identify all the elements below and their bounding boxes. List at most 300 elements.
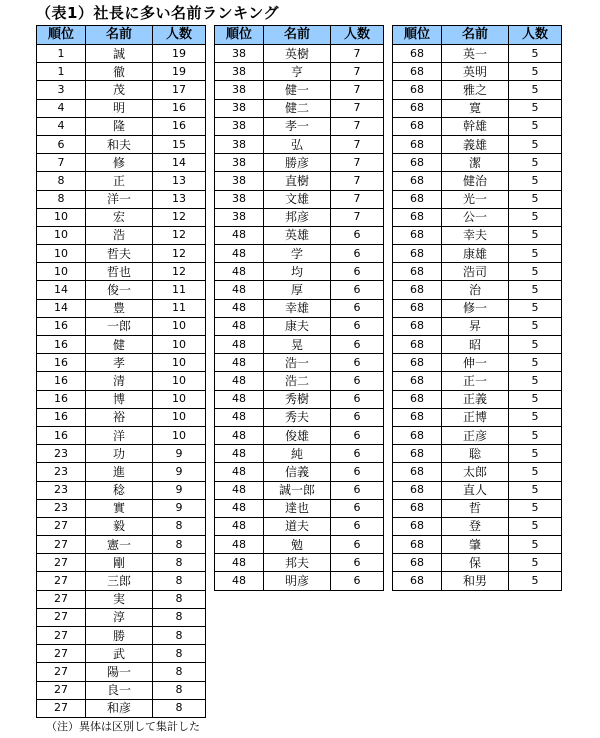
name-cell: 文雄	[264, 190, 331, 208]
rank-cell: 27	[37, 517, 86, 535]
table-row	[37, 135, 206, 153]
table-row	[393, 317, 562, 335]
name-cell: 和夫	[86, 135, 153, 153]
name-cell: 良一	[86, 681, 153, 699]
rank-cell: 6	[37, 135, 86, 153]
rank-cell: 68	[393, 99, 442, 117]
table-row	[393, 554, 562, 572]
rank-cell: 68	[393, 481, 442, 499]
table-row	[393, 336, 562, 354]
table-row	[393, 208, 562, 226]
count-cell: 6	[331, 299, 384, 317]
table-row	[393, 572, 562, 590]
count-cell: 6	[331, 463, 384, 481]
table-row	[393, 99, 562, 117]
header-rank: 順位	[393, 26, 442, 45]
name-cell: 武	[86, 645, 153, 663]
name-cell: 幸雄	[264, 299, 331, 317]
name-cell: 英明	[442, 63, 509, 81]
rank-cell: 16	[37, 372, 86, 390]
count-cell: 8	[153, 572, 206, 590]
table-row	[37, 426, 206, 444]
table-row	[393, 263, 562, 281]
header-rank: 順位	[215, 26, 264, 45]
rank-cell: 68	[393, 336, 442, 354]
name-cell: 治	[442, 281, 509, 299]
ranking-table-1	[36, 25, 206, 718]
rank-cell: 68	[393, 572, 442, 590]
rank-cell: 48	[215, 554, 264, 572]
table-row	[37, 117, 206, 135]
name-cell: 正博	[442, 408, 509, 426]
rank-cell: 48	[215, 426, 264, 444]
rank-cell: 16	[37, 336, 86, 354]
rank-cell: 48	[215, 299, 264, 317]
count-cell: 6	[331, 245, 384, 263]
table-row	[37, 645, 206, 663]
count-cell: 8	[153, 590, 206, 608]
count-cell: 7	[331, 190, 384, 208]
table-row	[37, 663, 206, 681]
count-cell: 5	[509, 517, 562, 535]
table-row	[393, 135, 562, 153]
table-row	[215, 390, 384, 408]
name-cell: 英雄	[264, 226, 331, 244]
count-cell: 5	[509, 481, 562, 499]
count-cell: 12	[153, 245, 206, 263]
table-row	[37, 172, 206, 190]
name-cell: 浩	[86, 226, 153, 244]
rank-cell: 38	[215, 190, 264, 208]
count-cell: 7	[331, 208, 384, 226]
rank-cell: 68	[393, 263, 442, 281]
rank-cell: 23	[37, 445, 86, 463]
rank-cell: 48	[215, 408, 264, 426]
rank-cell: 68	[393, 372, 442, 390]
rank-cell: 68	[393, 299, 442, 317]
table-row	[215, 499, 384, 517]
table-row	[37, 608, 206, 626]
count-cell: 5	[509, 45, 562, 63]
page-title: （表1）社長に多い名前ランキング	[36, 4, 279, 22]
rank-cell: 38	[215, 172, 264, 190]
rank-cell: 16	[37, 408, 86, 426]
name-cell: 哲也	[86, 263, 153, 281]
count-cell: 14	[153, 154, 206, 172]
rank-cell: 27	[37, 699, 86, 717]
rank-cell: 27	[37, 608, 86, 626]
name-cell: 稔	[86, 481, 153, 499]
name-cell: 正彦	[442, 426, 509, 444]
rank-cell: 14	[37, 281, 86, 299]
count-cell: 6	[331, 445, 384, 463]
table-row	[37, 572, 206, 590]
rank-cell: 48	[215, 372, 264, 390]
count-cell: 5	[509, 536, 562, 554]
count-cell: 8	[153, 645, 206, 663]
name-cell: 陽一	[86, 663, 153, 681]
name-cell: 光一	[442, 190, 509, 208]
rank-cell: 68	[393, 208, 442, 226]
table-row	[215, 81, 384, 99]
name-cell: 浩二	[264, 372, 331, 390]
rank-cell: 23	[37, 481, 86, 499]
table-row	[37, 681, 206, 699]
count-cell: 9	[153, 481, 206, 499]
table-row	[37, 390, 206, 408]
count-cell: 6	[331, 226, 384, 244]
name-cell: 昭	[442, 336, 509, 354]
rank-cell: 48	[215, 281, 264, 299]
rank-cell: 48	[215, 354, 264, 372]
count-cell: 5	[509, 135, 562, 153]
table-row	[37, 499, 206, 517]
name-cell: 明彦	[264, 572, 331, 590]
name-cell: 健一	[264, 81, 331, 99]
rank-cell: 68	[393, 226, 442, 244]
table-row	[37, 554, 206, 572]
rank-cell: 68	[393, 463, 442, 481]
rank-cell: 27	[37, 627, 86, 645]
name-cell: 純	[264, 445, 331, 463]
table-row	[37, 45, 206, 63]
rank-cell: 27	[37, 572, 86, 590]
table-row	[37, 627, 206, 645]
count-cell: 5	[509, 408, 562, 426]
count-cell: 12	[153, 208, 206, 226]
rank-cell: 48	[215, 499, 264, 517]
name-cell: 健治	[442, 172, 509, 190]
rank-cell: 38	[215, 117, 264, 135]
name-cell: 学	[264, 245, 331, 263]
count-cell: 12	[153, 226, 206, 244]
table-row	[393, 245, 562, 263]
table-row	[393, 445, 562, 463]
table-row	[37, 463, 206, 481]
rank-cell: 48	[215, 263, 264, 281]
name-cell: 弘	[264, 135, 331, 153]
name-cell: 憲一	[86, 536, 153, 554]
name-cell: 徹	[86, 63, 153, 81]
rank-cell: 68	[393, 281, 442, 299]
footnote: （注）異体は区別して集計した	[46, 720, 200, 733]
count-cell: 15	[153, 135, 206, 153]
name-cell: 正一	[442, 372, 509, 390]
name-cell: 豊	[86, 299, 153, 317]
table-row	[37, 154, 206, 172]
name-cell: 公一	[442, 208, 509, 226]
table-row	[393, 408, 562, 426]
count-cell: 6	[331, 536, 384, 554]
count-cell: 6	[331, 408, 384, 426]
rank-cell: 1	[37, 45, 86, 63]
ranking-table-2	[214, 25, 384, 591]
rank-cell: 48	[215, 572, 264, 590]
name-cell: 康雄	[442, 245, 509, 263]
table-row	[393, 81, 562, 99]
count-cell: 8	[153, 517, 206, 535]
name-cell: 秀樹	[264, 390, 331, 408]
name-cell: 登	[442, 517, 509, 535]
table-row	[393, 117, 562, 135]
table-row	[215, 572, 384, 590]
table-row	[215, 135, 384, 153]
table-row	[37, 699, 206, 717]
count-cell: 10	[153, 354, 206, 372]
name-cell: 幸夫	[442, 226, 509, 244]
table-row	[215, 336, 384, 354]
name-cell: 浩司	[442, 263, 509, 281]
name-cell: 哲夫	[86, 245, 153, 263]
rank-cell: 48	[215, 226, 264, 244]
table-row	[37, 281, 206, 299]
count-cell: 19	[153, 63, 206, 81]
count-cell: 6	[331, 372, 384, 390]
table-row	[37, 445, 206, 463]
name-cell: 康夫	[264, 317, 331, 335]
count-cell: 7	[331, 81, 384, 99]
name-cell: 秀夫	[264, 408, 331, 426]
count-cell: 5	[509, 81, 562, 99]
count-cell: 6	[331, 390, 384, 408]
rank-cell: 10	[37, 208, 86, 226]
table-row	[393, 190, 562, 208]
table-row	[37, 99, 206, 117]
name-cell: 勉	[264, 536, 331, 554]
header-name: 名前	[86, 26, 153, 45]
name-cell: 実	[86, 590, 153, 608]
table-row	[215, 372, 384, 390]
ranking-table-3	[392, 25, 562, 591]
count-cell: 5	[509, 299, 562, 317]
name-cell: 勝彦	[264, 154, 331, 172]
count-cell: 5	[509, 208, 562, 226]
table-row	[215, 517, 384, 535]
count-cell: 5	[509, 172, 562, 190]
name-cell: 和彦	[86, 699, 153, 717]
table-row	[215, 554, 384, 572]
table-row	[393, 372, 562, 390]
count-cell: 5	[509, 317, 562, 335]
table-row	[37, 208, 206, 226]
table-row	[393, 517, 562, 535]
name-cell: 孝一	[264, 117, 331, 135]
rank-cell: 16	[37, 317, 86, 335]
count-cell: 5	[509, 117, 562, 135]
table-row	[37, 354, 206, 372]
rank-cell: 38	[215, 99, 264, 117]
table-row	[393, 481, 562, 499]
rank-cell: 48	[215, 536, 264, 554]
name-cell: 誠一郎	[264, 481, 331, 499]
rank-cell: 48	[215, 245, 264, 263]
count-cell: 10	[153, 336, 206, 354]
count-cell: 8	[153, 554, 206, 572]
table-row	[215, 172, 384, 190]
name-cell: 英一	[442, 45, 509, 63]
rank-cell: 10	[37, 245, 86, 263]
table-row	[215, 45, 384, 63]
table-row	[393, 226, 562, 244]
name-cell: 毅	[86, 517, 153, 535]
rank-cell: 68	[393, 172, 442, 190]
name-cell: 昇	[442, 317, 509, 335]
table-row	[215, 536, 384, 554]
table-row	[215, 317, 384, 335]
header-name: 名前	[264, 26, 331, 45]
name-cell: 實	[86, 499, 153, 517]
count-cell: 8	[153, 663, 206, 681]
name-cell: 道夫	[264, 517, 331, 535]
count-cell: 10	[153, 372, 206, 390]
count-cell: 6	[331, 499, 384, 517]
count-cell: 9	[153, 463, 206, 481]
count-cell: 9	[153, 445, 206, 463]
table-row	[215, 481, 384, 499]
count-cell: 5	[509, 463, 562, 481]
rank-cell: 27	[37, 681, 86, 699]
table-row	[37, 63, 206, 81]
table-row	[215, 190, 384, 208]
table-row	[215, 445, 384, 463]
rank-cell: 4	[37, 117, 86, 135]
count-cell: 5	[509, 336, 562, 354]
count-cell: 19	[153, 45, 206, 63]
table-row	[37, 263, 206, 281]
rank-cell: 48	[215, 481, 264, 499]
count-cell: 5	[509, 499, 562, 517]
table-row	[393, 499, 562, 517]
table-row	[393, 154, 562, 172]
count-cell: 5	[509, 263, 562, 281]
name-cell: 勝	[86, 627, 153, 645]
table-row	[393, 463, 562, 481]
rank-cell: 16	[37, 390, 86, 408]
table-row	[37, 226, 206, 244]
table-row	[215, 263, 384, 281]
name-cell: 直人	[442, 481, 509, 499]
count-cell: 6	[331, 481, 384, 499]
rank-cell: 16	[37, 354, 86, 372]
rank-cell: 1	[37, 63, 86, 81]
name-cell: 邦夫	[264, 554, 331, 572]
count-cell: 12	[153, 263, 206, 281]
count-cell: 5	[509, 572, 562, 590]
table-row	[215, 63, 384, 81]
rank-cell: 10	[37, 263, 86, 281]
name-cell: 邦彦	[264, 208, 331, 226]
count-cell: 13	[153, 190, 206, 208]
rank-cell: 68	[393, 354, 442, 372]
count-cell: 8	[153, 627, 206, 645]
rank-cell: 68	[393, 190, 442, 208]
table-row	[215, 463, 384, 481]
name-cell: 淳	[86, 608, 153, 626]
table-row	[215, 208, 384, 226]
count-cell: 10	[153, 426, 206, 444]
rank-cell: 38	[215, 208, 264, 226]
name-cell: 達也	[264, 499, 331, 517]
name-cell: 裕	[86, 408, 153, 426]
name-cell: 肇	[442, 536, 509, 554]
count-cell: 6	[331, 426, 384, 444]
name-cell: 太郎	[442, 463, 509, 481]
header-count: 人数	[331, 26, 384, 45]
table-row	[37, 317, 206, 335]
count-cell: 5	[509, 99, 562, 117]
table-row	[37, 372, 206, 390]
count-cell: 8	[153, 608, 206, 626]
name-cell: 義雄	[442, 135, 509, 153]
header-count: 人数	[509, 26, 562, 45]
name-cell: 信義	[264, 463, 331, 481]
count-cell: 7	[331, 63, 384, 81]
table-row	[393, 536, 562, 554]
name-cell: 孝	[86, 354, 153, 372]
name-cell: 幹雄	[442, 117, 509, 135]
table-row	[393, 354, 562, 372]
rank-cell: 48	[215, 317, 264, 335]
name-cell: 誠	[86, 45, 153, 63]
count-cell: 5	[509, 554, 562, 572]
rank-cell: 3	[37, 81, 86, 99]
rank-cell: 48	[215, 463, 264, 481]
rank-cell: 27	[37, 536, 86, 554]
rank-cell: 27	[37, 590, 86, 608]
rank-cell: 68	[393, 135, 442, 153]
rank-cell: 4	[37, 99, 86, 117]
name-cell: 宏	[86, 208, 153, 226]
count-cell: 5	[509, 190, 562, 208]
name-cell: 雅之	[442, 81, 509, 99]
rank-cell: 68	[393, 117, 442, 135]
count-cell: 13	[153, 172, 206, 190]
table-row	[393, 45, 562, 63]
header-name: 名前	[442, 26, 509, 45]
count-cell: 6	[331, 572, 384, 590]
name-cell: 茂	[86, 81, 153, 99]
table-row	[215, 299, 384, 317]
count-cell: 5	[509, 154, 562, 172]
name-cell: 洋	[86, 426, 153, 444]
rank-cell: 48	[215, 390, 264, 408]
name-cell: 英樹	[264, 45, 331, 63]
table-row	[37, 245, 206, 263]
count-cell: 6	[331, 517, 384, 535]
name-cell: 健	[86, 336, 153, 354]
count-cell: 9	[153, 499, 206, 517]
rank-cell: 68	[393, 81, 442, 99]
table-row	[37, 81, 206, 99]
name-cell: 進	[86, 463, 153, 481]
rank-cell: 68	[393, 445, 442, 463]
rank-cell: 38	[215, 135, 264, 153]
count-cell: 7	[331, 135, 384, 153]
header-row	[215, 26, 384, 45]
name-cell: 俊雄	[264, 426, 331, 444]
table-row	[37, 408, 206, 426]
table-row	[37, 336, 206, 354]
rank-cell: 68	[393, 554, 442, 572]
table-row	[393, 281, 562, 299]
table-row	[215, 117, 384, 135]
rank-cell: 68	[393, 426, 442, 444]
name-cell: 洋一	[86, 190, 153, 208]
table-row	[215, 281, 384, 299]
rank-cell: 68	[393, 408, 442, 426]
count-cell: 10	[153, 390, 206, 408]
count-cell: 6	[331, 317, 384, 335]
